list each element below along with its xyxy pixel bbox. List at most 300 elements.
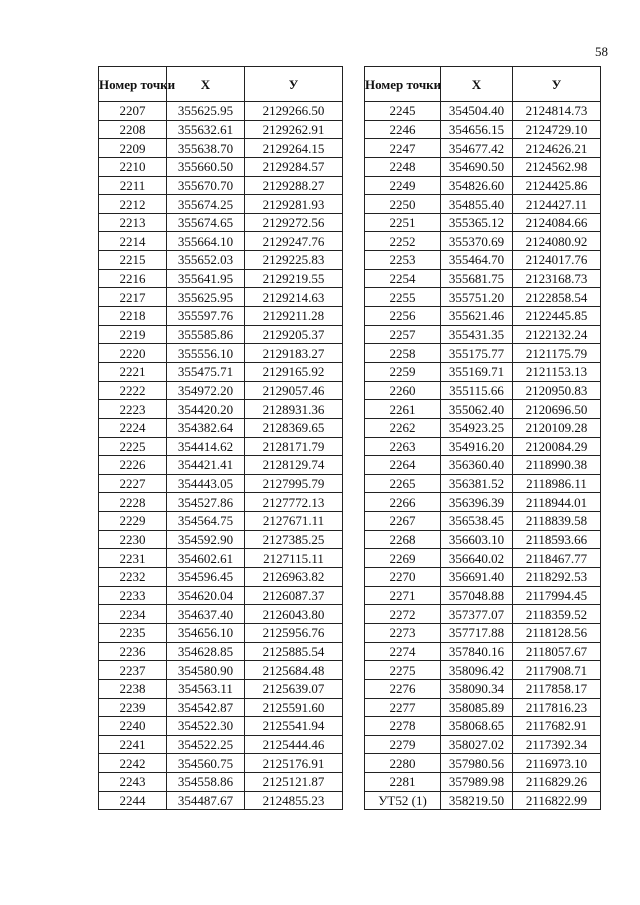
point-number-cell: 2232 <box>99 568 167 587</box>
table-row <box>365 568 601 587</box>
x-cell: 355652.03 <box>167 251 245 270</box>
table-row <box>99 586 343 605</box>
point-number-cell: 2220 <box>99 344 167 363</box>
x-cell: 354564.75 <box>167 512 245 531</box>
x-cell: 355625.95 <box>167 288 245 307</box>
point-number-cell: 2278 <box>365 717 441 736</box>
x-cell: 356691.40 <box>441 568 513 587</box>
x-cell: 354558.86 <box>167 773 245 792</box>
point-number-cell: 2236 <box>99 642 167 661</box>
x-cell: 354527.86 <box>167 493 245 512</box>
point-number-cell: 2233 <box>99 586 167 605</box>
y-cell: 2118467.77 <box>513 549 601 568</box>
table-row <box>99 418 343 437</box>
x-cell: 354542.87 <box>167 698 245 717</box>
table-row <box>365 251 601 270</box>
header-y: У <box>245 67 343 102</box>
point-number-cell: 2210 <box>99 157 167 176</box>
y-cell: 2129057.46 <box>245 381 343 400</box>
table-row <box>99 698 343 717</box>
point-number-cell: 2211 <box>99 176 167 195</box>
x-cell: 354443.05 <box>167 474 245 493</box>
y-cell: 2129247.76 <box>245 232 343 251</box>
table-header-row <box>365 67 601 102</box>
point-number-cell: 2281 <box>365 773 441 792</box>
point-number-cell: 2237 <box>99 661 167 680</box>
point-number-cell: 2257 <box>365 325 441 344</box>
x-cell: 354504.40 <box>441 102 513 121</box>
point-number-cell: 2264 <box>365 456 441 475</box>
header-x: X <box>167 67 245 102</box>
y-cell: 2120084.29 <box>513 437 601 456</box>
table-row <box>99 623 343 642</box>
point-number-cell: 2251 <box>365 213 441 232</box>
point-number-cell: 2219 <box>99 325 167 344</box>
page-number: 58 <box>595 44 608 59</box>
table-row <box>99 493 343 512</box>
x-cell: 355664.10 <box>167 232 245 251</box>
header-point-number: Номер точки <box>99 67 167 102</box>
point-number-cell: 2207 <box>99 102 167 121</box>
x-cell: 355632.61 <box>167 120 245 139</box>
x-cell: 354923.25 <box>441 418 513 437</box>
x-cell: 354421.41 <box>167 456 245 475</box>
y-cell: 2129262.91 <box>245 120 343 139</box>
x-cell: 354855.40 <box>441 195 513 214</box>
table-row <box>99 530 343 549</box>
y-cell: 2125956.76 <box>245 623 343 642</box>
table-row <box>365 698 601 717</box>
point-number-cell: 2214 <box>99 232 167 251</box>
table-row <box>365 102 601 121</box>
x-cell: 355670.70 <box>167 176 245 195</box>
y-cell: 2124084.66 <box>513 213 601 232</box>
header-y: У <box>513 67 601 102</box>
y-cell: 2118128.56 <box>513 623 601 642</box>
point-number-cell: 2266 <box>365 493 441 512</box>
point-number-cell: 2270 <box>365 568 441 587</box>
y-cell: 2124729.10 <box>513 120 601 139</box>
y-cell: 2125684.48 <box>245 661 343 680</box>
point-number-cell: 2255 <box>365 288 441 307</box>
point-number-cell: 2279 <box>365 735 441 754</box>
table-row <box>365 754 601 773</box>
y-cell: 2122132.24 <box>513 325 601 344</box>
x-cell: 358085.89 <box>441 698 513 717</box>
point-number-cell: 2241 <box>99 735 167 754</box>
y-cell: 2127385.25 <box>245 530 343 549</box>
x-cell: 356603.10 <box>441 530 513 549</box>
header-x: X <box>441 67 513 102</box>
x-cell: 355431.35 <box>441 325 513 344</box>
table-row <box>365 269 601 288</box>
y-cell: 2124080.92 <box>513 232 601 251</box>
table-row <box>365 642 601 661</box>
x-cell: 355638.70 <box>167 139 245 158</box>
table-row <box>99 456 343 475</box>
x-cell: 354563.11 <box>167 679 245 698</box>
x-cell: 355169.71 <box>441 362 513 381</box>
table-row <box>365 661 601 680</box>
x-cell: 357840.16 <box>441 642 513 661</box>
x-cell: 355585.86 <box>167 325 245 344</box>
y-cell: 2116822.99 <box>513 791 601 810</box>
x-cell: 354596.45 <box>167 568 245 587</box>
table-row <box>99 474 343 493</box>
y-cell: 2128129.74 <box>245 456 343 475</box>
point-number-cell: 2262 <box>365 418 441 437</box>
table-row <box>365 120 601 139</box>
point-number-cell: 2218 <box>99 307 167 326</box>
x-cell: 357377.07 <box>441 605 513 624</box>
x-cell: 354656.10 <box>167 623 245 642</box>
x-cell: 354620.04 <box>167 586 245 605</box>
x-cell: 354414.62 <box>167 437 245 456</box>
x-cell: 356360.40 <box>441 456 513 475</box>
point-number-cell: 2273 <box>365 623 441 642</box>
y-cell: 2125591.60 <box>245 698 343 717</box>
point-number-cell: 2231 <box>99 549 167 568</box>
point-number-cell: 2215 <box>99 251 167 270</box>
table-row <box>365 307 601 326</box>
point-number-cell: 2239 <box>99 698 167 717</box>
point-number-cell: 2280 <box>365 754 441 773</box>
table-row <box>365 232 601 251</box>
x-cell: 355370.69 <box>441 232 513 251</box>
x-cell: 355475.71 <box>167 362 245 381</box>
table-row <box>99 754 343 773</box>
point-number-cell: 2221 <box>99 362 167 381</box>
y-cell: 2124814.73 <box>513 102 601 121</box>
x-cell: 354487.67 <box>167 791 245 810</box>
y-cell: 2124855.23 <box>245 791 343 810</box>
y-cell: 2121175.79 <box>513 344 601 363</box>
table-row <box>99 195 343 214</box>
x-cell: 356396.39 <box>441 493 513 512</box>
point-number-cell: 2230 <box>99 530 167 549</box>
x-cell: 358219.50 <box>441 791 513 810</box>
x-cell: 355175.77 <box>441 344 513 363</box>
y-cell: 2122445.85 <box>513 307 601 326</box>
y-cell: 2129272.56 <box>245 213 343 232</box>
point-number-cell: 2277 <box>365 698 441 717</box>
point-number-cell: 2227 <box>99 474 167 493</box>
y-cell: 2120109.28 <box>513 418 601 437</box>
y-cell: 2124626.21 <box>513 139 601 158</box>
x-cell: 358027.02 <box>441 735 513 754</box>
y-cell: 2129225.83 <box>245 251 343 270</box>
table-row <box>365 605 601 624</box>
point-number-cell: 2247 <box>365 139 441 158</box>
table-row <box>99 605 343 624</box>
table-row <box>99 642 343 661</box>
x-cell: 355556.10 <box>167 344 245 363</box>
y-cell: 2128171.79 <box>245 437 343 456</box>
point-number-cell: 2253 <box>365 251 441 270</box>
x-cell: 354382.64 <box>167 418 245 437</box>
point-number-cell: 2260 <box>365 381 441 400</box>
x-cell: 355674.25 <box>167 195 245 214</box>
point-number-cell: 2268 <box>365 530 441 549</box>
point-number-cell: 2226 <box>99 456 167 475</box>
x-cell: 354916.20 <box>441 437 513 456</box>
point-number-cell: 2250 <box>365 195 441 214</box>
y-cell: 2129219.55 <box>245 269 343 288</box>
y-cell: 2120696.50 <box>513 400 601 419</box>
point-number-cell: 2242 <box>99 754 167 773</box>
point-number-cell: 2261 <box>365 400 441 419</box>
x-cell: 355660.50 <box>167 157 245 176</box>
table-row <box>99 120 343 139</box>
y-cell: 2125176.91 <box>245 754 343 773</box>
point-number-cell: 2249 <box>365 176 441 195</box>
point-number-cell: 2228 <box>99 493 167 512</box>
y-cell: 2129165.92 <box>245 362 343 381</box>
y-cell: 2118057.67 <box>513 642 601 661</box>
table-row <box>99 176 343 195</box>
y-cell: 2127115.11 <box>245 549 343 568</box>
x-cell: 357048.88 <box>441 586 513 605</box>
point-number-cell: 2217 <box>99 288 167 307</box>
y-cell: 2118944.01 <box>513 493 601 512</box>
table-row <box>365 493 601 512</box>
x-cell: 354420.20 <box>167 400 245 419</box>
table-row <box>365 773 601 792</box>
table-row <box>99 437 343 456</box>
x-cell: 355751.20 <box>441 288 513 307</box>
y-cell: 2125885.54 <box>245 642 343 661</box>
x-cell: 355621.46 <box>441 307 513 326</box>
y-cell: 2129264.15 <box>245 139 343 158</box>
x-cell: 354628.85 <box>167 642 245 661</box>
header-point-number: Номер точки <box>365 67 441 102</box>
table-row <box>99 139 343 158</box>
table-row <box>365 213 601 232</box>
table-row <box>365 437 601 456</box>
y-cell: 2124427.11 <box>513 195 601 214</box>
point-number-cell: 2225 <box>99 437 167 456</box>
y-cell: 2129214.63 <box>245 288 343 307</box>
table-row <box>365 418 601 437</box>
coordinates-table-right <box>364 66 601 810</box>
point-number-cell: 2265 <box>365 474 441 493</box>
table-row <box>365 344 601 363</box>
y-cell: 2122858.54 <box>513 288 601 307</box>
y-cell: 2129288.27 <box>245 176 343 195</box>
table-row <box>99 344 343 363</box>
table-row <box>99 568 343 587</box>
x-cell: 355464.70 <box>441 251 513 270</box>
y-cell: 2118359.52 <box>513 605 601 624</box>
x-cell: 357717.88 <box>441 623 513 642</box>
y-cell: 2124425.86 <box>513 176 601 195</box>
x-cell: 354656.15 <box>441 120 513 139</box>
x-cell: 357980.56 <box>441 754 513 773</box>
point-number-cell: 2213 <box>99 213 167 232</box>
x-cell: 358068.65 <box>441 717 513 736</box>
y-cell: 2124017.76 <box>513 251 601 270</box>
y-cell: 2129205.37 <box>245 325 343 344</box>
point-number-cell: 2244 <box>99 791 167 810</box>
table-row <box>365 325 601 344</box>
x-cell: 355115.66 <box>441 381 513 400</box>
x-cell: 358090.34 <box>441 679 513 698</box>
table-row <box>99 381 343 400</box>
table-row <box>365 474 601 493</box>
point-number-cell: 2254 <box>365 269 441 288</box>
table-row <box>99 288 343 307</box>
y-cell: 2126087.37 <box>245 586 343 605</box>
y-cell: 2124562.98 <box>513 157 601 176</box>
y-cell: 2129284.57 <box>245 157 343 176</box>
table-row <box>99 400 343 419</box>
table-row <box>99 251 343 270</box>
x-cell: 354580.90 <box>167 661 245 680</box>
table-row <box>365 717 601 736</box>
y-cell: 2129211.28 <box>245 307 343 326</box>
point-number-cell: 2208 <box>99 120 167 139</box>
table-row <box>365 530 601 549</box>
y-cell: 2117908.71 <box>513 661 601 680</box>
point-number-cell: 2274 <box>365 642 441 661</box>
y-cell: 2129183.27 <box>245 344 343 363</box>
y-cell: 2127995.79 <box>245 474 343 493</box>
point-number-cell: 2245 <box>365 102 441 121</box>
y-cell: 2121153.13 <box>513 362 601 381</box>
table-row <box>99 549 343 568</box>
point-number-cell: 2216 <box>99 269 167 288</box>
y-cell: 2125121.87 <box>245 773 343 792</box>
x-cell: 354972.20 <box>167 381 245 400</box>
table-row <box>365 791 601 810</box>
y-cell: 2118986.11 <box>513 474 601 493</box>
point-number-cell: 2271 <box>365 586 441 605</box>
x-cell: 354677.42 <box>441 139 513 158</box>
x-cell: 355674.65 <box>167 213 245 232</box>
y-cell: 2118593.66 <box>513 530 601 549</box>
y-cell: 2123168.73 <box>513 269 601 288</box>
x-cell: 358096.42 <box>441 661 513 680</box>
point-number-cell: 2263 <box>365 437 441 456</box>
x-cell: 354602.61 <box>167 549 245 568</box>
point-number-cell: 2243 <box>99 773 167 792</box>
y-cell: 2128369.65 <box>245 418 343 437</box>
x-cell: 355641.95 <box>167 269 245 288</box>
table-row <box>365 586 601 605</box>
x-cell: 354522.25 <box>167 735 245 754</box>
point-number-cell: 2258 <box>365 344 441 363</box>
point-number-cell: 2267 <box>365 512 441 531</box>
table-row <box>99 679 343 698</box>
y-cell: 2127671.11 <box>245 512 343 531</box>
y-cell: 2117994.45 <box>513 586 601 605</box>
point-number-cell: 2222 <box>99 381 167 400</box>
x-cell: 355597.76 <box>167 307 245 326</box>
point-number-cell: 2238 <box>99 679 167 698</box>
coordinates-table-left <box>98 66 343 810</box>
point-number-cell: 2252 <box>365 232 441 251</box>
x-cell: 355625.95 <box>167 102 245 121</box>
point-number-cell: 2276 <box>365 679 441 698</box>
x-cell: 354560.75 <box>167 754 245 773</box>
y-cell: 2120950.83 <box>513 381 601 400</box>
table-row <box>365 512 601 531</box>
x-cell: 356538.45 <box>441 512 513 531</box>
y-cell: 2128931.36 <box>245 400 343 419</box>
y-cell: 2117816.23 <box>513 698 601 717</box>
point-number-cell: 2272 <box>365 605 441 624</box>
point-number-cell: 2224 <box>99 418 167 437</box>
point-number-cell: 2246 <box>365 120 441 139</box>
point-number-cell: 2223 <box>99 400 167 419</box>
table-row <box>365 400 601 419</box>
table-row <box>99 512 343 531</box>
point-number-cell: 2269 <box>365 549 441 568</box>
table-row <box>365 195 601 214</box>
table-row <box>365 157 601 176</box>
point-number-cell: 2256 <box>365 307 441 326</box>
table-row <box>99 232 343 251</box>
table-row <box>365 735 601 754</box>
x-cell: 356640.02 <box>441 549 513 568</box>
point-number-cell: 2212 <box>99 195 167 214</box>
table-row <box>365 623 601 642</box>
y-cell: 2116829.26 <box>513 773 601 792</box>
x-cell: 355365.12 <box>441 213 513 232</box>
table-row <box>365 362 601 381</box>
y-cell: 2127772.13 <box>245 493 343 512</box>
table-row <box>99 102 343 121</box>
table-row <box>365 139 601 158</box>
x-cell: 354690.50 <box>441 157 513 176</box>
y-cell: 2116973.10 <box>513 754 601 773</box>
y-cell: 2125541.94 <box>245 717 343 736</box>
table-row <box>99 791 343 810</box>
y-cell: 2125444.46 <box>245 735 343 754</box>
point-number-cell: 2259 <box>365 362 441 381</box>
point-number-cell: 2229 <box>99 512 167 531</box>
point-number-cell: 2248 <box>365 157 441 176</box>
table-row <box>365 679 601 698</box>
table-row <box>99 269 343 288</box>
point-number-cell: 2240 <box>99 717 167 736</box>
table-row <box>365 176 601 195</box>
point-number-cell: 2209 <box>99 139 167 158</box>
point-number-cell: 2234 <box>99 605 167 624</box>
x-cell: 355681.75 <box>441 269 513 288</box>
y-cell: 2118990.38 <box>513 456 601 475</box>
table-row <box>99 773 343 792</box>
y-cell: 2118292.53 <box>513 568 601 587</box>
table-row <box>365 288 601 307</box>
table-header-row <box>99 67 343 102</box>
table-row <box>99 213 343 232</box>
x-cell: 354637.40 <box>167 605 245 624</box>
table-row <box>365 549 601 568</box>
y-cell: 2117392.34 <box>513 735 601 754</box>
y-cell: 2126043.80 <box>245 605 343 624</box>
point-number-cell: 2235 <box>99 623 167 642</box>
point-number-cell: 2275 <box>365 661 441 680</box>
table-row <box>365 456 601 475</box>
y-cell: 2126963.82 <box>245 568 343 587</box>
y-cell: 2117858.17 <box>513 679 601 698</box>
x-cell: 354522.30 <box>167 717 245 736</box>
x-cell: 355062.40 <box>441 400 513 419</box>
y-cell: 2125639.07 <box>245 679 343 698</box>
table-row <box>99 735 343 754</box>
point-number-cell: УТ52 (1) <box>365 791 441 810</box>
